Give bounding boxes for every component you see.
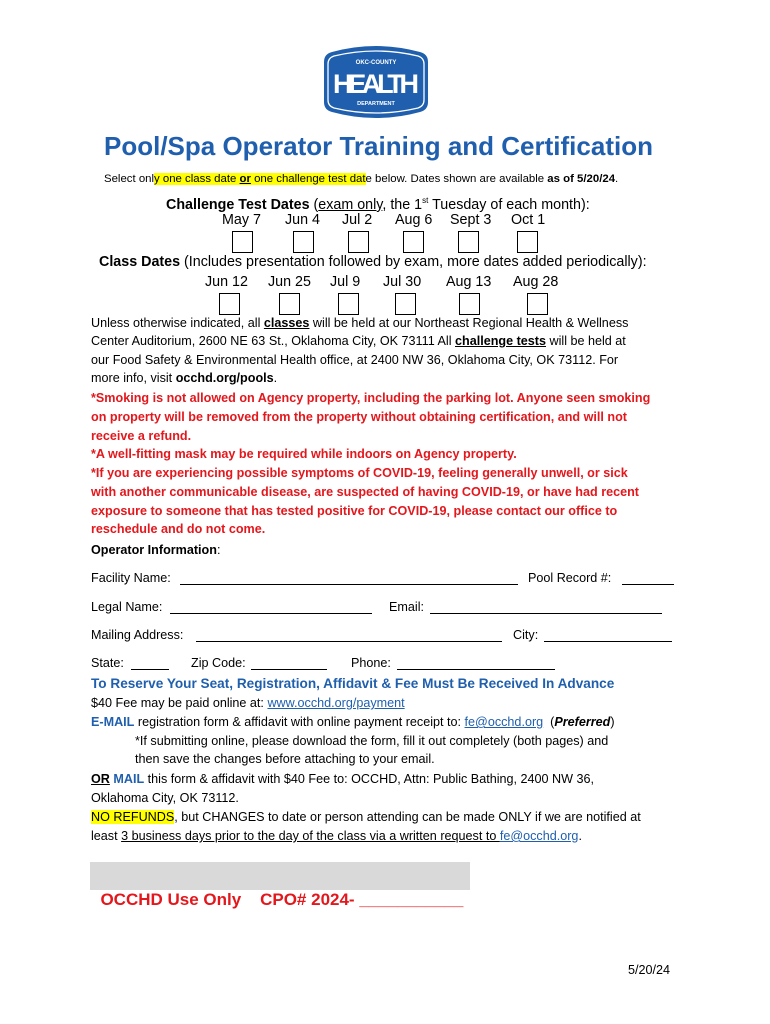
challenge-date-3: Aug 6 [395,212,433,228]
select-highlight-2: one challenge test dat [250,173,366,185]
challenge-date-2: Jul 2 [342,212,373,228]
class-date-2: Jul 9 [330,274,361,290]
challenge-checkbox-sept3[interactable] [458,231,479,253]
info-text: will be held at [546,334,626,348]
phone-field[interactable] [397,653,555,670]
refund-email-link[interactable]: fe@occhd.org [499,829,579,843]
info-text: will be held at our Northeast Regional Health & Wellness [309,316,629,330]
preferred-open: ( [543,715,555,729]
city-label: City: [513,628,539,642]
operator-heading-text: Operator Information [91,543,217,557]
select-text-post: e below. Dates shown are available [365,173,548,185]
or-label: OR [91,772,110,786]
fee-line [91,694,405,712]
state-label: State: [91,656,124,670]
challenge-heading-end: Tuesday of each month): [428,196,590,213]
mailing-address-label: Mailing Address: [91,628,184,642]
challenge-date-5: Oct 1 [511,212,546,228]
info-text: more info, visit [91,371,176,385]
page-title: Pool/Spa Operator Training and Certification [104,131,653,161]
class-date-5: Aug 28 [513,274,559,290]
info-text: . [273,371,278,385]
info-text: Center Auditorium, 2600 NE 63 St., Oklahoma City, OK 73111 All [91,334,455,348]
logo-bottom-text: DEPARTMENT [357,101,395,107]
occhd-label: OCCHD Use Only CPO# 2024- [100,890,360,909]
challenge-heading-text: ( [309,196,319,213]
refund-text: , but CHANGES to date or person attending can be made ONLY if we are notified at [174,810,641,824]
reserve-heading: To Reserve Your Seat, Registration, Affidavit & Fee Must Be Received In Advance [91,676,615,691]
class-heading-bold: Class Dates [99,254,181,270]
warning-line-4: *A well-fitting mask may be required while indoors on Agency property. [91,447,517,461]
refund-line-2 [91,827,582,845]
class-checkbox-aug13[interactable] [459,293,480,315]
warning-line-2: on property will be removed from the property without obtaining certification, and will not [91,410,627,424]
info-line-1 [91,314,628,332]
challenge-date-4: Sept 3 [450,212,492,228]
refund-text-2: least [91,829,122,843]
refund-end: . [578,829,582,843]
preferred-close: ) [610,715,615,729]
select-end: . [615,173,619,185]
challenge-heading-text-2: , the 1 [382,196,423,213]
challenge-checkbox-aug6[interactable] [403,231,424,253]
warning-line-5: *If you are experiencing possible symptoms of COVID-19, feeling generally unwell, or sick [91,466,628,480]
facility-name-label: Facility Name: [91,571,171,585]
warning-line-8: reschedule and do not come. [91,522,266,536]
zip-field[interactable] [251,653,327,670]
payment-link[interactable]: www.occhd.org/payment [267,696,405,710]
challenge-checkbox-may7[interactable] [232,231,253,253]
refund-line-1 [91,808,641,826]
info-challenge-tests: challenge tests [455,334,546,348]
select-date: as of 5/20/24 [547,173,616,185]
class-date-1: Jun 25 [268,274,311,290]
online-note-2: then save the changes before attaching to your email. [135,752,435,766]
footer-date: 5/20/24 [628,963,671,977]
challenge-checkbox-jun4[interactable] [293,231,314,253]
mail-address-line: Oklahoma City, OK 73112. [91,791,239,805]
warning-line-1: *Smoking is not allowed on Agency property, including the parking lot. Anyone seen smoking [91,391,651,405]
challenge-date-0: May 7 [222,212,261,228]
info-line-2 [91,332,626,350]
email-instructions-text: registration form & affidavit with online payment receipt to: [134,715,465,729]
no-refunds-label: NO REFUNDS [91,810,175,824]
class-date-4: Aug 13 [446,274,492,290]
challenge-date-1: Jun 4 [285,212,320,228]
mailing-address-field[interactable] [196,625,502,642]
class-checkbox-jul30[interactable] [395,293,416,315]
operator-heading [91,541,220,559]
cpo-number-field[interactable]: ___________ [359,890,464,909]
phone-label: Phone: [351,656,391,670]
fee-text: $40 Fee may be paid online at: [91,696,268,710]
challenge-exam-only: exam only [318,196,383,213]
state-field[interactable] [131,653,169,670]
info-classes: classes [263,316,310,330]
okc-county-health-logo [318,46,434,120]
legal-name-label: Legal Name: [91,600,163,614]
challenge-checkbox-jul2[interactable] [348,231,369,253]
select-text: Select onl [104,173,155,185]
email-instructions [91,713,615,731]
email-link[interactable]: fe@occhd.org [464,715,544,729]
class-heading-text: (Includes presentation followed by exam, more dates added periodically): [180,254,647,270]
select-instructions [104,171,618,187]
legal-name-field[interactable] [170,597,372,614]
logo-main-text: HEALTH [333,69,419,99]
email-method-label: E-MAIL [91,715,135,729]
class-date-3: Jul 30 [383,274,422,290]
mail-method-label: MAIL [113,772,145,786]
refund-deadline: 3 business days prior to the day of the class via a written request to [121,829,500,843]
zip-label: Zip Code: [191,656,246,670]
logo-top-text: OKC-COUNTY [355,60,397,66]
class-checkbox-jun12[interactable] [219,293,240,315]
preferred-text: Preferred [554,715,611,729]
warning-line-6: with another communicable disease, are suspected of having COVID-19, or have had recent [91,485,639,499]
challenge-heading-bold: Challenge Test Dates [166,196,310,213]
mail-instructions [91,770,594,788]
class-checkbox-jun25[interactable] [279,293,300,315]
info-pools-link: occhd.org/pools [175,371,274,385]
mail-text: this form & affidavit with $40 Fee to: OCCHD, Attn: Public Bathing, 2400 NW 36, [144,772,595,786]
select-or: or [239,173,251,185]
class-checkbox-jul9[interactable] [338,293,359,315]
warning-line-3: receive a refund. [91,429,192,443]
info-line-3: our Food Safety & Environmental Health office, at 2400 NW 36, Oklahoma City, OK 73112. For [91,353,619,367]
warning-line-7: exposure to someone that has tested positive for COVID-19, please contact our office to [91,504,618,518]
email-field[interactable] [430,597,662,614]
class-date-0: Jun 12 [205,274,248,290]
challenge-checkbox-oct1[interactable] [517,231,538,253]
class-heading [99,253,647,272]
challenge-sup: st [422,196,429,205]
online-note-1: *If submitting online, please download the form, fill it out completely (both pages) and [135,734,609,748]
facility-name-field[interactable] [180,568,518,585]
info-text: Unless otherwise indicated, all [91,316,264,330]
info-line-4 [91,369,277,387]
operator-heading-colon: : [216,543,221,557]
select-highlight-1: y one class date [154,173,240,185]
email-label: Email: [389,600,424,614]
city-field[interactable] [544,625,672,642]
class-checkbox-aug28[interactable] [527,293,548,315]
pool-record-label: Pool Record #: [528,571,612,585]
pool-record-field[interactable] [622,568,674,585]
occhd-use-only-text [91,864,463,912]
